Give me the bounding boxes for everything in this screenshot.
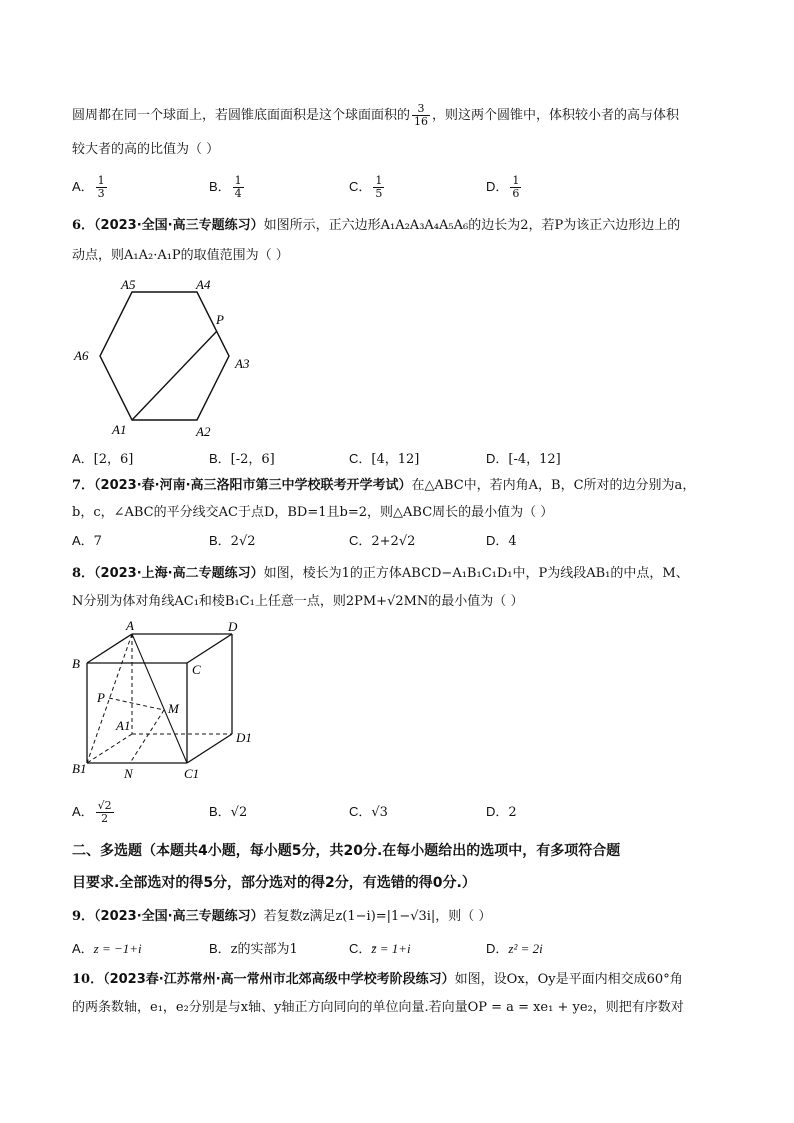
option-text: √2 (230, 805, 248, 820)
q5-line1-text-b: ，则这两个圆锥中，体积较小者的高与体积 (432, 108, 680, 123)
option-letter: B． (209, 533, 231, 548)
option-letter: A． (72, 533, 94, 548)
q5-option-a[interactable] (72, 174, 109, 201)
q7-number: 7． (72, 478, 95, 493)
label-a5: A5 (121, 277, 136, 292)
edge-d1c1 (187, 734, 232, 763)
cube-figure (68, 618, 268, 788)
option-text: z的实部为1 (230, 942, 298, 957)
label-a: A (126, 618, 134, 633)
q6-option-c[interactable] (349, 446, 419, 473)
q6-option-d[interactable] (486, 446, 561, 473)
q7-line2: b，c，∠ABC的平分线交AC于点D，BD=1且b=2，则△ABC周长的最小值为（ ） (72, 505, 554, 520)
option-letter: A． (72, 804, 94, 819)
option-text: 4 (508, 534, 517, 549)
option-text: 2√2 (230, 534, 256, 549)
q5-option-d[interactable] (486, 174, 523, 201)
option-letter: A． (72, 451, 94, 466)
q8-option-c[interactable] (349, 799, 388, 826)
label-b1: B1 (72, 761, 87, 776)
option-letter: A． (72, 179, 94, 194)
option-letter: B． (209, 941, 231, 956)
segment-pm (109, 698, 164, 710)
hexagon-outline (100, 292, 229, 420)
q9-options (72, 936, 732, 962)
q10-number: 10． (72, 972, 104, 987)
label-p: P (216, 312, 224, 327)
option-letter: B． (209, 451, 231, 466)
q7-option-a[interactable] (72, 528, 102, 555)
edge-dc (187, 634, 232, 663)
q7-option-b[interactable] (209, 528, 256, 555)
q10-line2: 的两条数轴，e₁，e₂分别是与x轴、y轴正方向同向的单位向量.若向量OP = a = xe₁ + ye₂，则把有序数对 (72, 1000, 684, 1015)
q6-line2: 动点，则A₁A₂·A₁P的取值范围为（ ） (72, 248, 289, 263)
frac-num: √2 (97, 799, 112, 812)
hexagon-figure (72, 270, 272, 440)
label-d1: D1 (236, 730, 252, 745)
q9-option-b[interactable] (209, 936, 298, 963)
q8-text1: 如图，棱长为1的正方体ABCD−A₁B₁C₁D₁中，P为线段AB₁的中点，M、 (263, 566, 689, 581)
label-a1: A1 (112, 422, 127, 437)
q9-text1: 若复数z满足z(1−i)=|1−√3i|，则（ ） (263, 909, 492, 924)
frac-den: 5 (375, 187, 383, 200)
option-letter: B． (209, 804, 231, 819)
q6-source: （2023·全国·高三专题练习） (94, 218, 264, 233)
option-letter: B． (209, 179, 231, 194)
option-letter: D． (486, 804, 509, 819)
option-text: [2，6] (93, 452, 134, 467)
label-d: D (228, 619, 238, 634)
frac-num: 1 (97, 174, 105, 187)
option-text: z² = 2i (508, 941, 543, 956)
q8-options (72, 799, 732, 825)
q5-frac-den: 16 (414, 115, 429, 128)
q6-option-b[interactable] (209, 446, 275, 473)
q5-option-b[interactable] (209, 174, 246, 201)
q6-options (72, 446, 732, 472)
q9-source: （2023·全国·高三专题练习） (94, 909, 264, 924)
q7-option-c[interactable] (349, 528, 415, 555)
q5-options (72, 174, 732, 200)
frac-den: 3 (97, 187, 105, 200)
q7-option-d[interactable] (486, 528, 517, 555)
option-text: √3 (371, 805, 388, 820)
q8-option-b[interactable] (209, 799, 247, 826)
option-letter: D． (486, 533, 509, 548)
label-b: B (72, 656, 80, 671)
label-m: M (168, 701, 179, 716)
segment-mn (130, 710, 164, 763)
option-letter: A． (72, 941, 94, 956)
label-a1: A1 (116, 718, 131, 733)
q9-option-a[interactable] (72, 936, 142, 963)
option-letter: C． (349, 533, 372, 548)
frac-den: 2 (101, 812, 109, 825)
q7-line1 (72, 476, 695, 496)
option-letter: C． (349, 804, 372, 819)
option-text: 7 (93, 534, 102, 549)
q8-option-d[interactable] (486, 799, 517, 826)
q8-option-a[interactable] (72, 799, 116, 826)
q5-line1-text-a: 圆周都在同一个球面上，若圆锥底面面积是这个球面面积的 (72, 108, 411, 123)
diagonal-ac1 (132, 634, 187, 763)
frac-num: 1 (234, 174, 242, 187)
q9-option-c[interactable] (349, 936, 411, 963)
q10-text1: 如图，设Ox，Oy是平面内相交成60°角 (454, 972, 683, 987)
label-a3: A3 (235, 356, 250, 371)
edge-ab (87, 634, 132, 663)
q5-frac-num: 3 (412, 103, 430, 116)
q5-option-c[interactable] (349, 174, 386, 201)
q8-line2: N分别为体对角线AC₁和棱B₁C₁上任意一点，则2PM+√2MN的最小值为（ ） (72, 594, 524, 609)
label-a4: A4 (196, 277, 211, 292)
q7-text1: 在△ABC中，若内角A，B，C所对的边分别为a， (411, 478, 696, 493)
label-a6: A6 (74, 348, 89, 363)
option-letter: D． (486, 451, 509, 466)
label-a2: A2 (196, 424, 211, 439)
option-letter: C． (349, 941, 372, 956)
q8-number: 8． (72, 566, 95, 581)
option-letter: D． (486, 941, 509, 956)
q9-number: 9． (72, 909, 95, 924)
option-letter: C． (349, 179, 372, 194)
q6-text1: 如图所示，正六边形A₁A₂A₃A₄A₅A₆的边长为2，若P为该正六边形边上的 (263, 218, 681, 233)
section-multi-choice-line1: 二、多选题（本题共4小题，每小题5分，共20分.在每小题给出的选项中，有多项符合题 (72, 843, 621, 859)
frac-den: 4 (234, 187, 242, 200)
label-p: P (97, 690, 105, 705)
q9-line1 (72, 907, 491, 927)
option-text: 2+2√2 (371, 534, 416, 549)
frac-num: 1 (375, 174, 383, 187)
q10-line1 (72, 970, 683, 990)
q7-source: （2023·春·河南·高三洛阳市第三中学校联考开学考试） (94, 478, 412, 493)
q6-line1 (72, 216, 680, 236)
q9-option-d[interactable] (486, 936, 543, 963)
q5-fraction (412, 103, 430, 128)
option-text: z = −1+i (93, 941, 142, 956)
option-text: [4，12] (371, 452, 420, 467)
section-multi-choice-line2: 目要求.全部选对的得5分，部分选对的得2分，有选错的得0分.） (72, 875, 476, 891)
option-text: 2 (508, 805, 517, 820)
q6-option-a[interactable] (72, 446, 133, 473)
label-c: C (192, 662, 201, 677)
q7-options (72, 528, 732, 554)
q5-line2: 较大者的高的比值为（ ） (72, 142, 220, 157)
option-text: [-4，12] (508, 452, 561, 467)
q10-source: （2023春·江苏常州·高一常州市北郊高级中学校考阶段练习） (103, 972, 455, 987)
frac-den: 6 (512, 187, 520, 200)
q6-number: 6． (72, 218, 95, 233)
option-text: [-2，6] (230, 452, 275, 467)
frac-num: 1 (512, 174, 520, 187)
q8-line1 (72, 564, 689, 584)
option-letter: D． (486, 179, 509, 194)
q8-source: （2023·上海·高二专题练习） (94, 566, 264, 581)
label-c1: C1 (184, 766, 200, 781)
edge-a1b1-hidden (87, 734, 132, 763)
option-letter: C． (349, 451, 372, 466)
label-n: N (124, 766, 133, 781)
q5-line1 (72, 103, 679, 128)
option-text: z̄ = 1+i (371, 941, 411, 956)
